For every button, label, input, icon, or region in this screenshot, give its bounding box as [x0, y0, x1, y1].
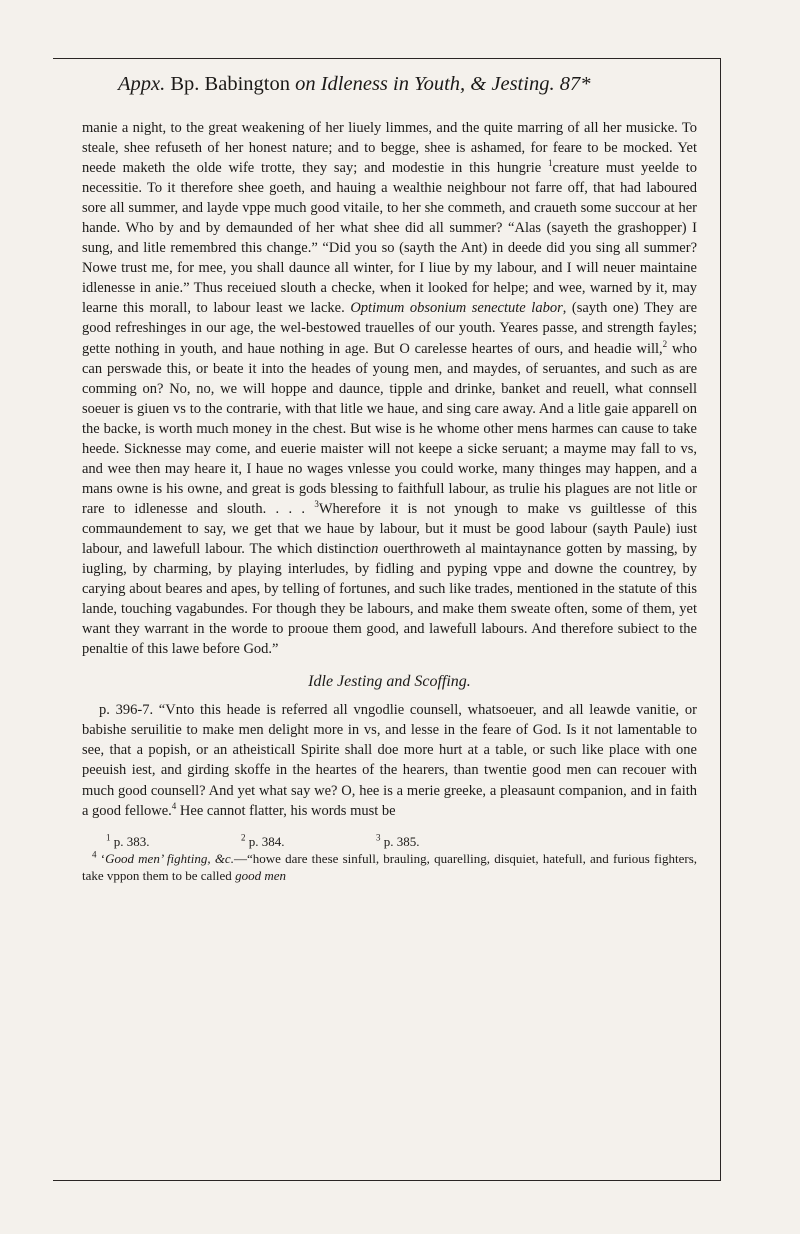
frame-rule-right: [720, 58, 721, 1180]
header-on: on: [295, 73, 321, 95]
page-body: [82, 118, 697, 884]
footnote-4: $^4$ ‘Good men’ fighting, &c.—“howe dare these sinfull, brauling, quarelling, disquiet, hatefull, and furious fighters, take vppon them to be called good men: [82, 849, 698, 883]
header-author: Bp. Babington: [170, 73, 296, 95]
footnote-1: $^1$ p. 383.: [106, 832, 150, 849]
footnote-mark-3: 3: [314, 499, 319, 510]
latin-quote: Optimum obsonium senectute labor: [350, 300, 563, 317]
header-title: Idleness in Youth, & Jesting.: [320, 73, 555, 95]
footnote-2: $^2$ p. 384.: [241, 832, 285, 849]
section-heading: Idle Jesting and Scoffing.: [308, 673, 471, 691]
paragraph-grasshopper: manie a night, to the great weakening of her liuely limmes, and the quite marring of all her musicke. To steale, shee refuseth of her honest nature; and to begge, shee is ashamed, for feare to be mocked. Yet neede maketh the olde wife trotte, they say; and modestie in this hungrie $^1$creature must yeelde to necessitie. To it therefore shee goeth, and hauing a wealthie neighbour not farre off, that had laboured sore all summer, and layde vppe much good vitaile, to her she commeth, and craueth some succour at her hande. Who by and by demaunded of her what shee did all summer? “Alas (sayeth the grashopper) I sung, and litle remembred this change.” “Did you so (sayth the Ant) in deede did you sing all summer? Nowe trust me, for mee, you shall daunce all winter, for I liue by my labour, and I will neuer maintaine idlenesse in anie.” Thus receiued slouth a checke, when it looked for helpe; and wee, warned by it, may learne this morall, to labour least we lacke. Optimum obsonium senectute labor, (sayth one) They are good refreshinges in our age, the wel-bestowed trauelles of our youth. Yeares passe, and strength fayles; gette nothing in youth, and haue nothing in age. But O carelesse heartes of ours, and headie will,$^2$ who can perswade this, or beate it into the heades of young men, and maydes, of seruantes, and such as are comming on? No, no, we will hoppe and daunce, tipple and drinke, banket and reuell, what connsell soeuer is giuen vs to the contrarie, with that litle we haue, and sing care away. And a litle gaie apparell on the backe, is worth much money in the chest. But wise is he whome other mens harmes can cause to take heede. Sicknesse may come, and euerie maister will not keepe a sicke seruant; a mayme may fall to vs, and wee then may heare it, I haue no wages vnlesse you could worke, many thinges may happen, and a mans owne is his owne, and great is gods blessing to faithfull labour, as trulie his plagues are not litle or rare to idlenesse and slouth. . . . $^3$Wherefore it is not ynough to make vs guiltlesse of this commaundement to say, we get that we haue by labour, but it must be good labour (sayth Paule) iust labour, and lawefull labour. The which distinction ouerthroweth al maintaynance gotten by massing, by iugling, by charming, by playing interludes, by fidling and pyping vppe and downe the countrey, by carying about beares and apes, by telling of fortunes, and such like trades, mentioned in the statute of this lande, touching vagabundes. For though they be labours, and make them sweate often, some of them, yet want they warrant in the worde to prooue them good, and lawefull labours. And therefore subiect to the penaltie of this lawe before God.”: [82, 120, 698, 658]
footnote-mark-1: 1: [548, 158, 553, 169]
paragraph-jesting: p. 396-7. “Vnto this heade is referred all vngodlie counsell, whatsoeuer, and all leawde vanitie, or babishe seruilitie to make men delight more in vs, and lesse in the feare of God. Is it not lamentable to see, that a popish, or an atheisticall Spirite shall doe more hurt at a table, or such like place with one peeuish iest, and girding skoffe in the heartes of the hearers, than twentie good men can recouer with much good counsell? And yet what say we? O, hee is a merie greeke, a pleasaunt companion, and in faith a good fellowe.$^4$ Hee cannot flatter, his words must be: [82, 702, 697, 819]
page-number: 87*: [554, 73, 591, 95]
header-appx: Appx.: [118, 73, 166, 95]
footnotes-page-refs: [82, 833, 697, 850]
footnote-mark-4: 4: [171, 800, 177, 811]
footnote-3: $^3$ p. 385.: [376, 832, 420, 849]
footnote-mark-2: 2: [662, 338, 668, 349]
frame-rule-bottom: [53, 1180, 721, 1181]
running-header: [118, 73, 618, 96]
frame-rule-top: [53, 58, 721, 59]
